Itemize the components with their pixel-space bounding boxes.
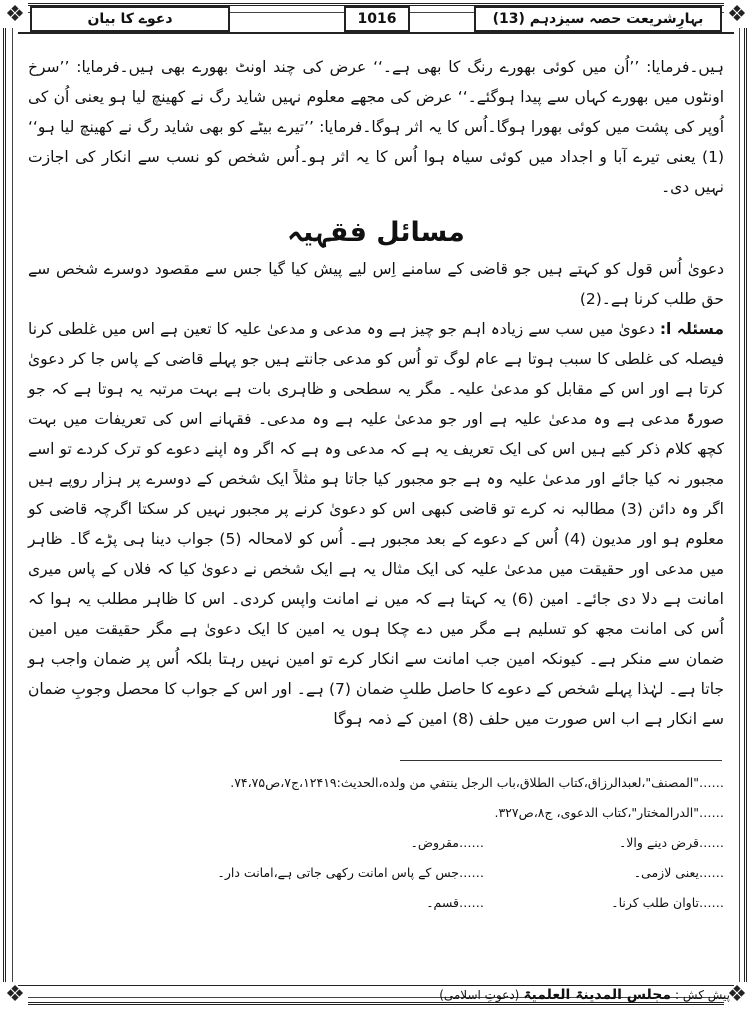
header-book-title: بہارِشریعت حصہ سیزدہم (13) [474, 6, 722, 32]
page-body [28, 52, 724, 734]
footnote-4: ……مقروض۔ [410, 835, 484, 850]
footnote-row [28, 828, 724, 858]
masala-text: دعویٰ میں سب سے زیادہ اہم جو چیز ہے وہ مدعی و مدعیٰ علیہ کا تعین ہے اس میں غلطی کرنا فیصلہ کی غلطی کا سبب ہوتا ہے عام لوگ تو اُس کو مدعی جانتے ہیں جو پہلے قاضی کے پاس جا کر دعویٰ کرتا ہے اور اس کے مقابل کو مدعیٰ علیہ۔ مگر یہ سطحی و ظاہری بات ہے بہت مرتبہ یہ ہوتا ہے کہ جو صورۃً مدعی ہے وہ مدعیٰ علیہ ہے اور جو مدعیٰ علیہ ہے وہ مدعی۔ فقہانے اس کی تعریفات میں بہت کچھ کلام ذکر کیے ہیں اس کی ایک تعریف یہ ہے کہ مدعی وہ ہے کہ اگر وہ اپنے دعوے کو ترک کردے تو اسے مجبور نہ کیا جائے اور مدعیٰ علیہ وہ ہے جو مجبور کیا جاتا ہو مثلاً ایک شخص کے دوسرے پر ہزار روپے ہیں اگر وہ دائن (3) مطالبہ نہ کرے تو قاضی کبھی اس کو دعویٰ کرنے پر مجبور نہیں کر سکتا اگرچہ قاضی کو معلوم ہو اور مدیون (4) اُس کے دعوے کے بعد مجبور ہے۔ اُس کو لامحالہ (5) جواب دینا ہی پڑے گا۔ ظاہر میں مدعی اور حقیقت میں مدعیٰ علیہ کی ایک مثال یہ ہے ایک شخص نے دعویٰ کیا کہ فلاں کے پاس میری امانت ہے دلا دی جائے۔ امین (6) یہ کہتا ہے کہ میں نے امانت واپس کردی۔ اس کا ظاہر مطلب یہ ہوا کہ اُس کی امانت مجھ کو تسلیم ہے مگر میں دے چکا ہوں یہ امین کا ایک دعویٰ ہے مگر حقیقت میں امین ضمان سے منکر ہے۔ کیونکہ امین جب امانت سے انکار کرے تو امین نہیں رہتا بلکہ اُس پر ضمان واجب ہو جاتا ہے۔ لہٰذا پہلے شخص کے دعوے کا حاصل طلبِ ضمان (7) ہے۔ اور اس کے جواب کا محصل وجوبِ ضمان سے انکار ہے اب اس صورت میں حلف (8) امین کے ذمہ ہوگا [28, 320, 725, 728]
footnote-6: ……جس کے پاس امانت رکھی جاتی ہے،امانت دار۔ [217, 865, 484, 880]
publisher-org: (دعوتِ اسلامی) [439, 988, 520, 1002]
footnote-row [28, 888, 724, 918]
footer-label: پیش کش : [675, 988, 730, 1002]
footnote-5: ……یعنی لازمی۔ [633, 865, 724, 880]
footnote-divider [400, 760, 722, 761]
header-chapter-title: دعوے کا بیان [30, 6, 230, 32]
publisher-name: مجلس المدینۃ العلمیۃ [523, 987, 672, 1003]
footnote-7: ……تاوان طلب کرنا۔ [611, 895, 724, 910]
corner-ornament-icon: ❖ [2, 982, 28, 1008]
footer-divider [18, 985, 734, 986]
footnote-row [28, 858, 724, 888]
definition-paragraph: دعویٰ اُس قول کو کہتے ہیں جو قاضی کے سامنے اِس لیے پیش کیا گیا جس سے مقصود دوسرے شخص سے حق طلب کرنا ہے۔(2) [28, 260, 724, 308]
footnote-2: ……"الدرالمختار"،کتاب الدعوی، ج۸،ص۳۲۷. [494, 805, 724, 820]
corner-ornament-icon: ❖ [724, 982, 750, 1008]
masala-paragraph [28, 314, 724, 734]
publisher-footer [439, 987, 730, 1003]
intro-paragraph: ہیں۔فرمایا: ’’اُن میں کوئی بھورے رنگ کا بھی ہے۔‘‘ عرض کی چند اونٹ بھورے بھی ہیں۔فرمایا: ’’سرخ اونٹوں میں بھورے کہاں سے پیدا ہوگئے۔‘‘ عرض کی مجھے معلوم نہیں شاید رگ نے کھینچ لیا ہو یعنی اُن کی اُوپر کی پشت میں کوئی بھورا ہوگا۔اُس کا یہ اثر ہوگا۔فرمایا: ’’تیرے بیٹے کو بھی شاید رگ نے کھینچ لیا ہو‘‘ (1) یعنی تیرے آبا و اجداد میں کوئی سیاہ ہوا اُس کا یہ اثر ہو۔اُس شخص کو نسب سے انکار کی اجازت نہیں دی۔ [28, 58, 724, 196]
footnote-1: ……"المصنف"،لعبدالرزاق،کتاب الطلاق،باب الرجل ینتفي من ولده،الحدیث:۱۲۴۱۹،ج۷،ص۷۴،۷۵. [230, 775, 724, 790]
corner-ornament-icon: ❖ [724, 2, 750, 28]
footnotes [28, 768, 724, 918]
masala-label: مسئلہ ا: [659, 320, 724, 338]
corner-ornament-icon: ❖ [2, 2, 28, 28]
page-number: 1016 [344, 6, 410, 32]
section-heading: مسائل فقہیہ [287, 217, 465, 248]
footnote-8: ……قسم۔ [426, 895, 484, 910]
footnote-3: ……قرض دینے والا۔ [618, 835, 724, 850]
header-divider [18, 32, 734, 34]
